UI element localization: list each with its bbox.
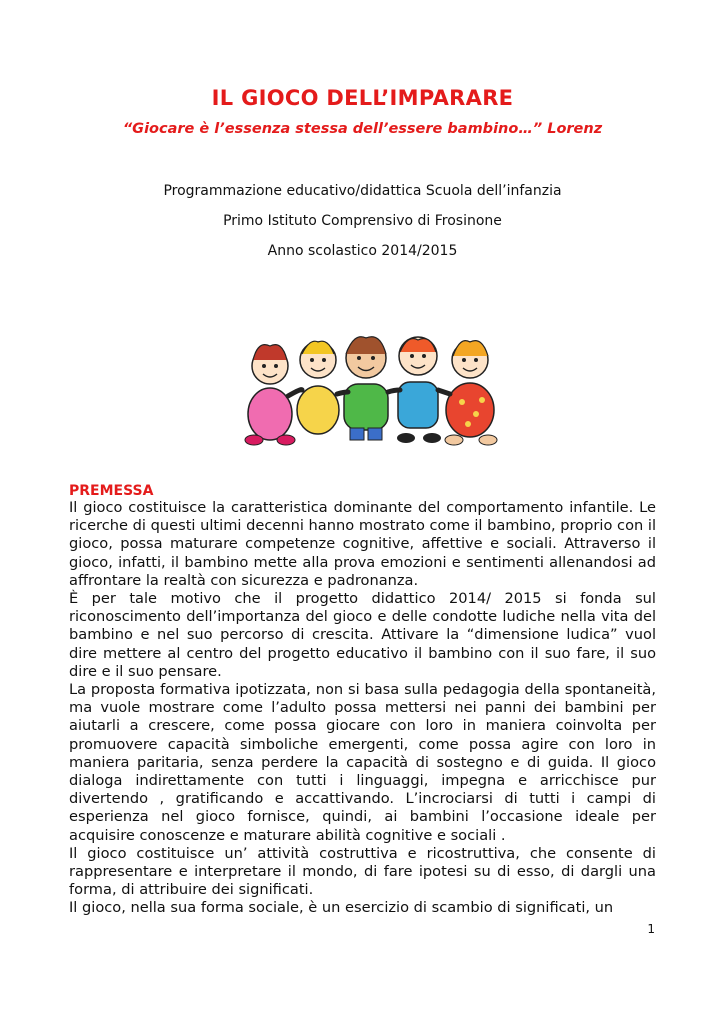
quote-subtitle: “Giocare è l’essenza stessa dell’essere bambino…” Lorenz [122,121,603,137]
child-figure [397,337,441,443]
child-figure [297,341,339,434]
paragraph: La proposta formativa ipotizzata, non si basa sulla pedagogia della spontaneità, ma vuole mostrare come l’adulto possa mettersi nei panni dei bambini per aiutarli a crescere, come possa giocare con loro in maniera coinvolta per promuovere capacità simboliche emergenti, come possa agire con loro in maniera paritaria, senza perdere la capacità di sostegno e di guida. Il gioco dialoga indirettamente con tutti i linguaggi, impegna e arricchisce pur divertendo , gratificando e accattivando. L’incrociarsi di tutti i campi di esperienza nel gioco fornisce, quindi, ai bambini l’occasione ideale per acquisire conoscenze e maturare abilità cognitive e sociali . [69,681,656,844]
children-holding-hands-illustration [240,318,510,448]
section-heading: PREMESSA [69,483,154,499]
paragraph: Il gioco, nella sua forma sociale, è un esercizio di scambio di significati, un [69,899,614,917]
paragraph: Il gioco costituisce un’ attività costruttiva e ricostruttiva, che consente di rappresentare e interpretare il mondo, di fare ipotesi su di esso, di dargli una forma, di attribuire dei significati. [69,844,656,899]
info-line-istituto: Primo Istituto Comprensivo di Frosinone [223,213,502,229]
info-line-anno: Anno scolastico 2014/2015 [267,243,458,259]
child-figure [344,337,388,440]
paragraph: È per tale motivo che il progetto didattico 2014/ 2015 si fonda sul riconoscimento dell’importanza del gioco e delle condotte ludiche nella vita del bambino e nel suo percorso di crescita. Attivare la “dimensione ludica” vuol dire mettere al centro del progetto educativo il bambino con il suo fare, il suo dire e il suo pensare. [69,590,656,680]
info-line-programmazione: Programmazione educativo/didattica Scuola dell’infanzia [163,183,562,199]
page-title: IL GIOCO DELL’IMPARARE [211,86,514,110]
paragraph: Il gioco costituisce la caratteristica dominante del comportamento infantile. Le ricerche di questi ultimi decenni hanno mostrato come il bambino, proprio con il gioco, possa maturare competenze cognitive, affettive e sociali. Attraverso il gioco, infatti, il bambino mette alla prova emozioni e sentimenti allenandosi ad affrontare la realtà con sicurezza e padronanza. [69,499,656,589]
section-body [69,499,656,918]
page-number: 1 [647,922,655,936]
child-figure [445,341,497,445]
